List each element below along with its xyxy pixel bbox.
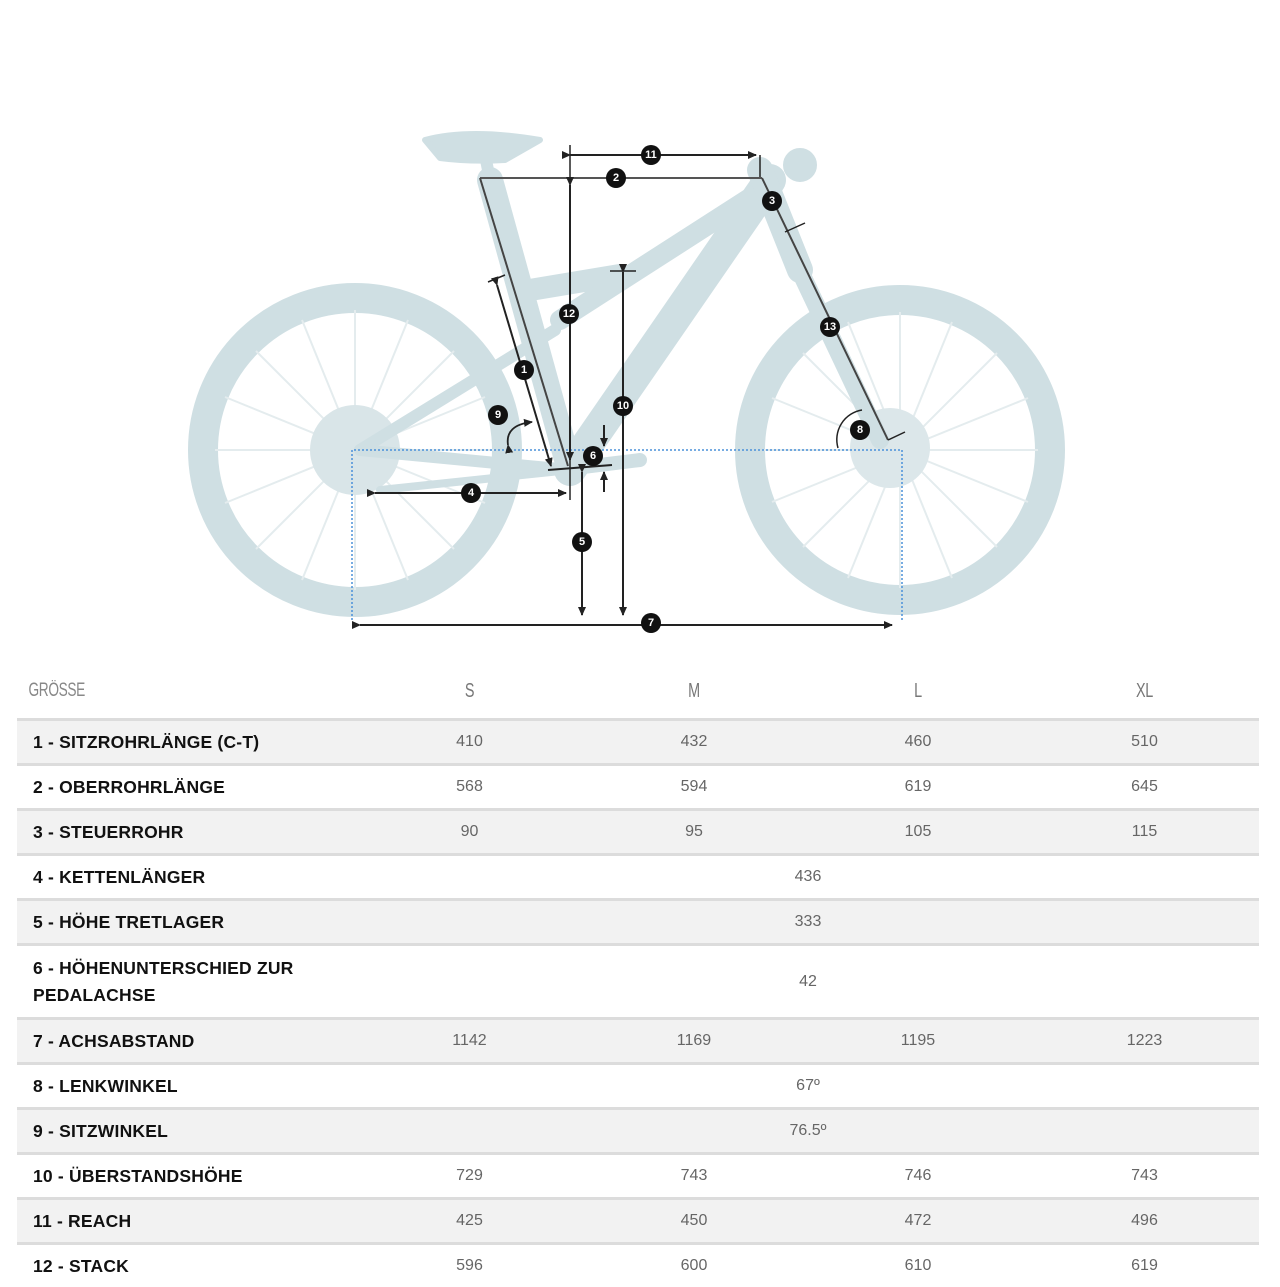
table-row bbox=[17, 900, 1259, 945]
cell-value: 645 bbox=[1030, 765, 1259, 810]
cell-value: 596 bbox=[357, 1244, 582, 1287]
marker-10 bbox=[613, 396, 633, 416]
table-row bbox=[17, 1064, 1259, 1109]
row-label: 5 - HÖHE TRETLAGER bbox=[17, 900, 357, 945]
cell-value: 95 bbox=[582, 810, 806, 855]
cell-value: 115 bbox=[1030, 810, 1259, 855]
table-row bbox=[17, 945, 1259, 1019]
cell-value: 105 bbox=[806, 810, 1030, 855]
row-label: 3 - STEUERROHR bbox=[17, 810, 357, 855]
marker-8 bbox=[850, 420, 870, 440]
cell-value: 746 bbox=[806, 1154, 1030, 1199]
marker-6 bbox=[583, 446, 603, 466]
cell-value-all-sizes: 76.5º bbox=[357, 1109, 1259, 1154]
table-row bbox=[17, 1244, 1259, 1287]
cell-value: 1142 bbox=[357, 1019, 582, 1064]
svg-text:11: 11 bbox=[645, 149, 657, 161]
row-label: 1 - SITZROHRLÄNGE (C-T) bbox=[17, 720, 357, 765]
table-row bbox=[17, 1199, 1259, 1244]
row-label: 12 - STACK bbox=[17, 1244, 357, 1287]
cell-value-all-sizes: 42 bbox=[357, 945, 1259, 1019]
size-header-m: M bbox=[613, 664, 774, 720]
cell-value: 568 bbox=[357, 765, 582, 810]
table-row bbox=[17, 765, 1259, 810]
cell-value: 743 bbox=[582, 1154, 806, 1199]
svg-text:7: 7 bbox=[648, 617, 654, 629]
size-header-label: GRÖSSE bbox=[17, 664, 262, 720]
table-row bbox=[17, 855, 1259, 900]
cell-value: 472 bbox=[806, 1199, 1030, 1244]
svg-text:1: 1 bbox=[521, 364, 527, 376]
cell-value-all-sizes: 333 bbox=[357, 900, 1259, 945]
table-row bbox=[17, 720, 1259, 765]
svg-text:9: 9 bbox=[495, 409, 501, 421]
cell-value: 410 bbox=[357, 720, 582, 765]
cell-value: 432 bbox=[582, 720, 806, 765]
table-row bbox=[17, 1154, 1259, 1199]
row-label: 8 - LENKWINKEL bbox=[17, 1064, 357, 1109]
cell-value: 1223 bbox=[1030, 1019, 1259, 1064]
cell-value: 1195 bbox=[806, 1019, 1030, 1064]
table-row bbox=[17, 1109, 1259, 1154]
cell-value: 610 bbox=[806, 1244, 1030, 1287]
marker-9 bbox=[488, 405, 508, 425]
svg-text:3: 3 bbox=[769, 195, 775, 207]
svg-text:10: 10 bbox=[617, 400, 629, 412]
cell-value: 743 bbox=[1030, 1154, 1259, 1199]
marker-13 bbox=[820, 317, 840, 337]
row-label: 6 - HÖHENUNTERSCHIED ZUR PEDALACHSE bbox=[17, 945, 357, 1019]
cell-value: 425 bbox=[357, 1199, 582, 1244]
marker-7 bbox=[641, 613, 661, 633]
size-header-s: S bbox=[389, 664, 551, 720]
marker-11 bbox=[641, 145, 661, 165]
cell-value: 496 bbox=[1030, 1199, 1259, 1244]
cell-value: 1169 bbox=[582, 1019, 806, 1064]
size-header-xl: XL bbox=[1062, 664, 1227, 720]
row-label: 11 - REACH bbox=[17, 1199, 357, 1244]
cell-value: 619 bbox=[806, 765, 1030, 810]
marker-2 bbox=[606, 168, 626, 188]
cell-value: 460 bbox=[806, 720, 1030, 765]
cell-value: 510 bbox=[1030, 720, 1259, 765]
cell-value: 594 bbox=[582, 765, 806, 810]
table-header-row bbox=[17, 664, 1259, 720]
svg-text:13: 13 bbox=[824, 321, 836, 333]
svg-text:2: 2 bbox=[613, 172, 619, 184]
svg-text:12: 12 bbox=[563, 308, 575, 320]
table-row bbox=[17, 1019, 1259, 1064]
cell-value-all-sizes: 67º bbox=[357, 1064, 1259, 1109]
marker-3 bbox=[762, 191, 782, 211]
cell-value: 600 bbox=[582, 1244, 806, 1287]
marker-1 bbox=[514, 360, 534, 380]
row-label: 10 - ÜBERSTANDSHÖHE bbox=[17, 1154, 357, 1199]
cell-value: 729 bbox=[357, 1154, 582, 1199]
marker-5 bbox=[572, 532, 592, 552]
row-label: 4 - KETTENLÄNGER bbox=[17, 855, 357, 900]
marker-12 bbox=[559, 304, 579, 324]
row-label: 9 - SITZWINKEL bbox=[17, 1109, 357, 1154]
svg-text:4: 4 bbox=[468, 487, 475, 499]
svg-text:8: 8 bbox=[857, 424, 863, 436]
cell-value: 90 bbox=[357, 810, 582, 855]
marker-4 bbox=[461, 483, 481, 503]
cell-value: 619 bbox=[1030, 1244, 1259, 1287]
table-row bbox=[17, 810, 1259, 855]
svg-text:5: 5 bbox=[579, 536, 585, 548]
svg-text:6: 6 bbox=[590, 450, 596, 462]
row-label: 2 - OBERROHRLÄNGE bbox=[17, 765, 357, 810]
geometry-table bbox=[17, 664, 1259, 1287]
row-label: 7 - ACHSABSTAND bbox=[17, 1019, 357, 1064]
cell-value: 450 bbox=[582, 1199, 806, 1244]
cell-value-all-sizes: 436 bbox=[357, 855, 1259, 900]
size-header-l: L bbox=[837, 664, 998, 720]
